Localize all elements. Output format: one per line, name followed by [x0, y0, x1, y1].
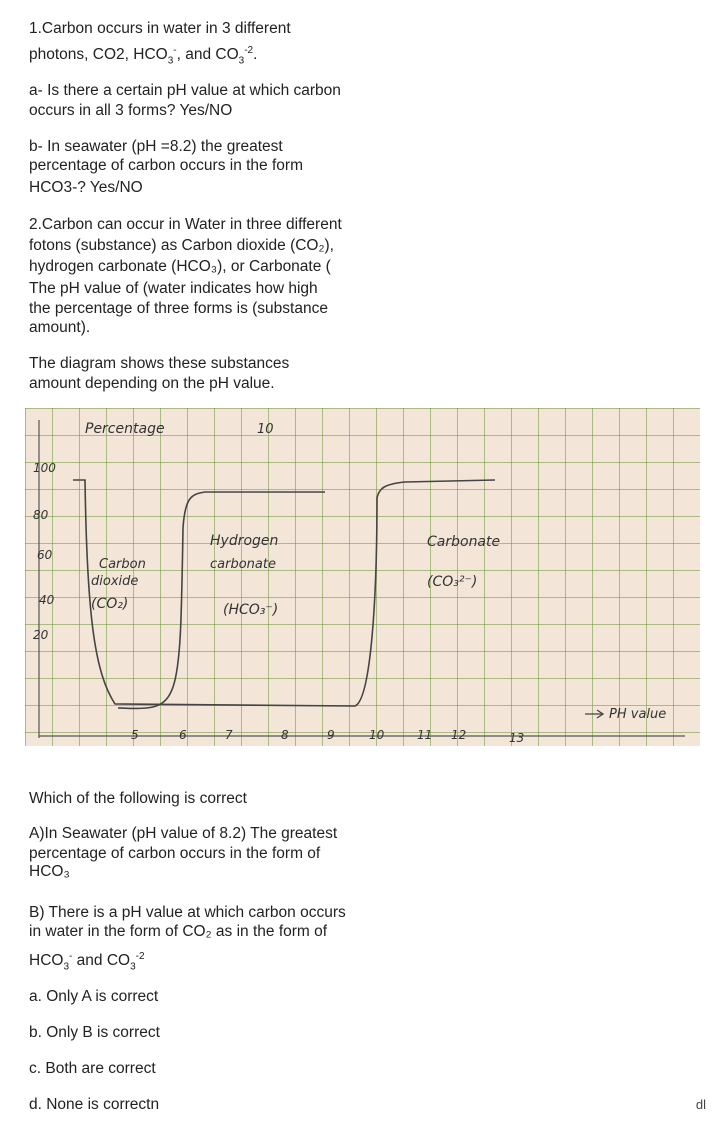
q2-line5: the percentage of three forms is (substance [29, 300, 328, 317]
carbonate-label-line2: (CO₃²⁻) [427, 574, 478, 590]
y-axis-label: Percentage [85, 421, 165, 437]
ph-diagram-svg [25, 408, 700, 746]
option-A-line3: HCO₃ [29, 863, 70, 880]
answer-option-a[interactable]: a. Only A is correct [29, 988, 159, 1005]
answer-option-c[interactable]: c. Both are correct [29, 1060, 156, 1077]
option-A-line1: A)In Seawater (pH value of 8.2) The greatest [29, 825, 338, 842]
q2-line3: hydrogen carbonate (HCO₃), or Carbonate ( [29, 258, 331, 275]
option-B-line3: $HCO_3^-$ and $CO_3^{-2}$ [29, 951, 145, 973]
hco3-label-line1: Hydrogen [210, 533, 279, 549]
answer-option-d[interactable]: d. None is correctn [29, 1096, 160, 1113]
hco3-carbonate-curve [73, 480, 495, 706]
ph-diagram-photo [25, 408, 700, 746]
co2-label-line2: dioxide [91, 574, 139, 589]
y-tick-40: 40 [39, 593, 55, 607]
extra-label: 10 [257, 422, 274, 437]
q1-a-line2: occurs in all 3 forms? Yes/NO [29, 102, 233, 119]
q1-a-line1: a- Is there a certain pH value at which carbon [29, 82, 341, 99]
option-A-line2: percentage of carbon occurs in the form of [29, 845, 321, 862]
x-tick-10: 10 [369, 728, 385, 742]
q2-line2: fotons (substance) as Carbon dioxide (CO₂), [29, 237, 334, 254]
hco3-label-line3: (HCO₃⁻) [223, 602, 279, 618]
q2-line6: amount). [29, 319, 91, 336]
q1-b-line2: percentage of carbon occurs in the form [29, 157, 303, 174]
x-axis-arrow-icon [585, 710, 603, 718]
y-tick-20: 20 [33, 628, 49, 642]
y-tick-100: 100 [33, 461, 56, 475]
x-tick-11: 11 [417, 728, 433, 742]
hco3-label-line2: carbonate [210, 557, 276, 572]
y-tick-80: 80 [33, 508, 49, 522]
x-tick-13: 13 [509, 731, 525, 745]
co2-label-line1: Carbon [99, 557, 146, 572]
x-axis-label: PH value [609, 707, 667, 722]
co2-label-line3: (CO₂) [91, 596, 129, 612]
x-tick-7: 7 [225, 728, 233, 742]
q1-intro-line1: 1.Carbon occurs in water in 3 different [29, 20, 291, 37]
co2-curve [118, 492, 325, 708]
q1-b-line1: b- In seawater (pH =8.2) the greatest [29, 138, 283, 155]
q1-b-line3: HCO3-? Yes/NO [29, 179, 143, 196]
answer-option-b[interactable]: b. Only B is correct [29, 1024, 160, 1041]
q1-intro-line2: photons, CO2, $HCO_3^-$, and $CO_3^{-2}$. [29, 45, 258, 67]
q2-diagram-line2: amount depending on the pH value. [29, 375, 275, 392]
q2-line1: 2.Carbon can occur in Water in three different [29, 216, 342, 233]
q2-diagram-line1: The diagram shows these substances [29, 355, 290, 372]
option-B-line1: B) There is a pH value at which carbon occurs [29, 904, 346, 921]
x-tick-8: 8 [281, 728, 289, 742]
x-tick-5: 5 [131, 728, 139, 742]
x-tick-9: 9 [327, 728, 335, 742]
corner-mark: dl [695, 1097, 706, 1112]
question-prompt: Which of the following is correct [29, 790, 247, 807]
x-tick-6: 6 [179, 728, 187, 742]
q2-line4: The pH value of (water indicates how high [29, 280, 318, 297]
y-tick-60: 60 [37, 548, 53, 562]
x-tick-12: 12 [451, 728, 467, 742]
carbonate-label-line1: Carbonate [427, 534, 501, 550]
option-B-line2: in water in the form of CO₂ as in the form of [29, 923, 328, 940]
